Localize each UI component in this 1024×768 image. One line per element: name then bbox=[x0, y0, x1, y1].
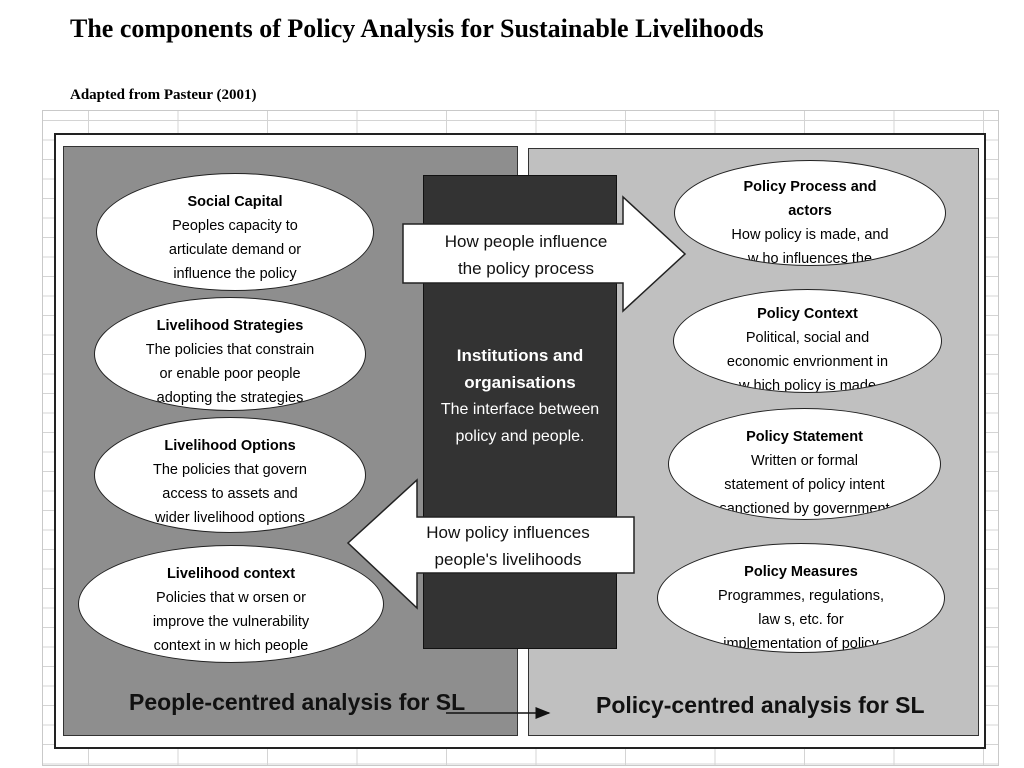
ellipse-line: Policies that w orsen or bbox=[156, 590, 306, 606]
arrow-label-line: How people influence bbox=[444, 232, 608, 251]
ellipse-line: access to assets and bbox=[162, 486, 298, 502]
ellipse-title: Policy Context bbox=[757, 306, 858, 322]
document-subtitle: Adapted from Pasteur (2001) bbox=[70, 87, 257, 103]
arrow-label-line: the policy process bbox=[457, 259, 595, 278]
ellipse-title: Social Capital bbox=[187, 194, 283, 210]
ellipse-line: Programmes, regulations, bbox=[717, 588, 884, 604]
institutions-title-line: Institutions and bbox=[456, 346, 584, 365]
ellipse-title: Livelihood context bbox=[166, 566, 296, 582]
ellipse-title: Livelihood Strategies bbox=[156, 318, 304, 334]
arrow-label-people-to-policy bbox=[430, 228, 622, 282]
ellipse-line: The policies that govern bbox=[153, 462, 307, 478]
ellipse-line: wider livelihood options bbox=[155, 510, 305, 526]
ellipse-line: influence the policy bbox=[173, 266, 297, 282]
ellipse-line: Written or formal bbox=[751, 453, 858, 469]
people-centred-caption: People-centred analysis for SL bbox=[129, 689, 466, 715]
ellipse-line: adopting the strategies bbox=[156, 390, 304, 406]
ellipse-line: economic envrionment in bbox=[726, 354, 889, 370]
ellipse-line: implementation of policy bbox=[723, 636, 879, 652]
arrow-label-line: How policy influences bbox=[426, 523, 590, 542]
ellipse-line: Peoples capacity to bbox=[172, 218, 298, 234]
institutions-body-line: policy and people. bbox=[455, 428, 585, 445]
ellipse-line: w hich policy is made bbox=[739, 378, 876, 393]
institutions-body-line: The interface between bbox=[440, 401, 600, 418]
policy-centred-caption: Policy-centred analysis for SL bbox=[596, 692, 925, 718]
ellipse-title: Policy Process and bbox=[743, 179, 877, 195]
ellipse-line: articulate demand or bbox=[168, 242, 302, 258]
ellipse-line: context in w hich people bbox=[153, 638, 309, 654]
ellipse-title: Livelihood Options bbox=[164, 438, 296, 454]
ellipse-line: How policy is made, and bbox=[731, 227, 889, 243]
arrow-label-line: people's livelihoods bbox=[434, 550, 582, 569]
document-title: The components of Policy Analysis for Sustainable Livelihoods bbox=[70, 14, 764, 43]
ellipse-title: Policy Statement bbox=[746, 429, 863, 445]
ellipse-line: sanctioned by government bbox=[719, 501, 890, 517]
arrow-label-policy-to-people bbox=[418, 519, 598, 573]
ellipse-line: statement of policy intent bbox=[724, 477, 885, 493]
ellipse-line: Political, social and bbox=[745, 330, 870, 346]
ellipse-line: law s, etc. for bbox=[758, 612, 844, 628]
ellipse-title: actors bbox=[788, 203, 832, 219]
ellipse-title: Policy Measures bbox=[744, 564, 858, 580]
ellipse-line: w ho influences the bbox=[747, 251, 873, 266]
institutions-title-line: organisations bbox=[464, 373, 576, 392]
ellipse-line: improve the vulnerability bbox=[152, 614, 310, 630]
ellipse-line: The policies that constrain bbox=[145, 342, 315, 358]
ellipse-line: or enable poor people bbox=[159, 366, 301, 382]
